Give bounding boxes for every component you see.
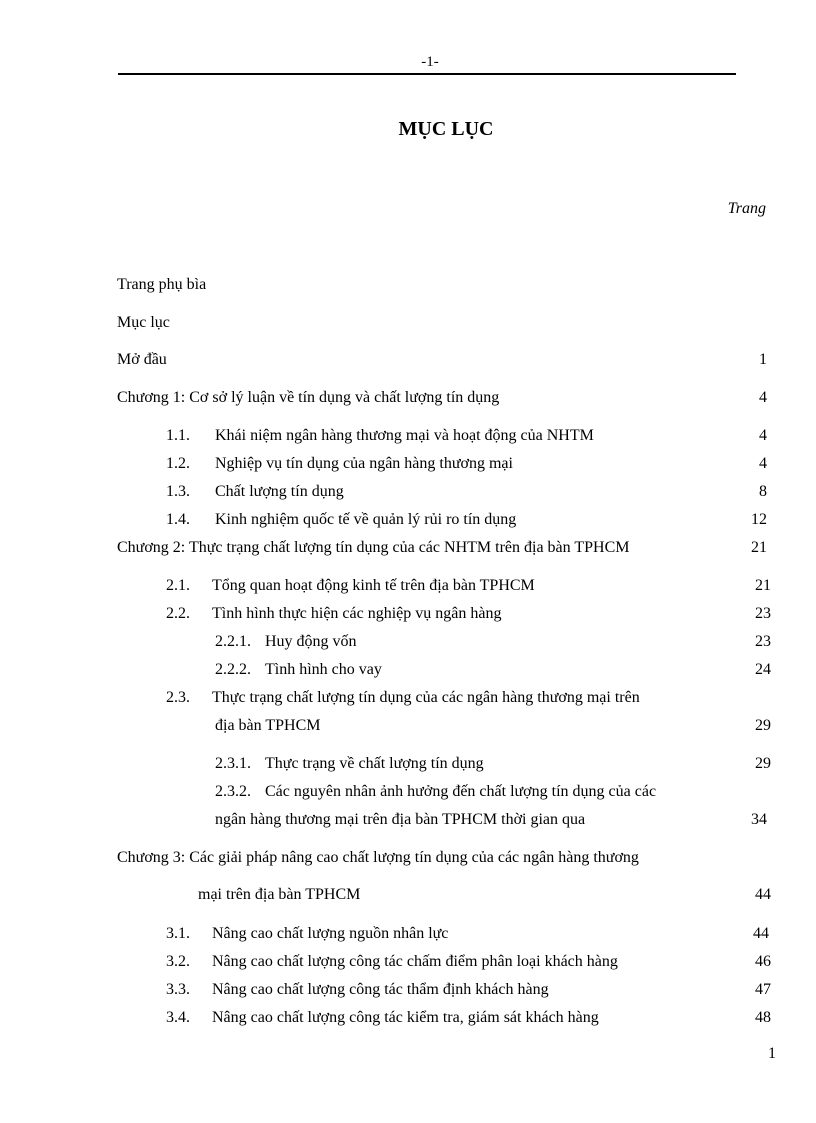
toc-section — [0, 428, 816, 448]
toc-entry-text: Nghiệp vụ tín dụng của ngân hàng thương mại — [215, 455, 513, 472]
header-rule — [118, 73, 736, 75]
toc-entry-text: Mục lục — [117, 314, 170, 331]
toc-entry-text: Chương 1: Cơ sở lý luận về tín dụng và chất lượng tín dụng — [117, 389, 500, 406]
toc-entry-text: Nâng cao chất lượng công tác chấm điểm phân loại khách hàng — [212, 953, 618, 970]
page-column-header: Trang — [727, 200, 766, 217]
toc-entry-number: 2.1. — [166, 577, 190, 594]
toc-entry-number: 2.2.1. — [215, 633, 251, 650]
toc-entry-page: 23 — [755, 605, 771, 622]
toc-entry-page: 47 — [755, 981, 771, 998]
toc-entry-page: 29 — [755, 755, 771, 772]
toc-entry — [0, 315, 816, 335]
toc-entry-page: 12 — [751, 511, 767, 528]
toc-entry-page: 21 — [755, 577, 771, 594]
toc-section — [0, 982, 816, 1002]
toc-entry-number: 3.3. — [166, 981, 190, 998]
toc-entry-text: ngân hàng thương mại trên địa bàn TPHCM thời gian qua — [215, 811, 586, 828]
toc-entry-text: Chương 2: Thực trạng chất lượng tín dụng của các NHTM trên địa bàn TPHCM — [117, 539, 630, 556]
toc-entry-number: 2.2.2. — [215, 661, 251, 678]
toc-entry-number: 2.3. — [166, 689, 190, 706]
toc-entry-page: 46 — [755, 953, 771, 970]
toc-entry-number: 1.4. — [166, 511, 190, 528]
toc-entry-text: Nâng cao chất lượng công tác kiểm tra, giám sát khách hàng — [212, 1009, 599, 1026]
toc-entry-page: 29 — [755, 717, 771, 734]
toc-entry-page: 21 — [751, 539, 767, 556]
toc-subsection — [0, 784, 816, 804]
toc-entry — [0, 277, 816, 297]
toc-section — [0, 578, 816, 598]
toc-entry-number: 2.3.1. — [215, 755, 251, 772]
toc-chapter — [0, 390, 816, 410]
toc-entry-number: 1.1. — [166, 427, 190, 444]
page-title: MỤC LỤC — [398, 118, 494, 140]
toc-entry-page: 4 — [759, 455, 767, 472]
toc-subsection — [0, 662, 816, 682]
toc-entry-number: 2.2. — [166, 605, 190, 622]
toc-entry-page: 44 — [755, 886, 771, 903]
toc-section — [0, 690, 816, 710]
toc-entry-page: 4 — [759, 389, 767, 406]
toc-section — [0, 606, 816, 626]
toc-subsection-continuation — [0, 812, 816, 832]
toc-chapter-continuation — [0, 887, 816, 907]
toc-section-continuation — [0, 718, 816, 738]
toc-subsection — [0, 634, 816, 654]
toc-entry-page: 4 — [759, 427, 767, 444]
toc-entry-text: Tình hình cho vay — [265, 661, 382, 678]
toc-section — [0, 1010, 816, 1030]
toc-entry-text: Thực trạng về chất lượng tín dụng — [265, 755, 484, 772]
toc-entry-text: Khái niệm ngân hàng thương mại và hoạt động của NHTM — [215, 427, 594, 444]
toc-section — [0, 954, 816, 974]
toc-entry-text: địa bàn TPHCM — [215, 717, 321, 734]
toc-entry-number: 3.4. — [166, 1009, 190, 1026]
toc-entry-page: 24 — [755, 661, 771, 678]
toc-entry-text: Mở đầu — [117, 351, 167, 368]
toc-entry-page: 1 — [759, 351, 767, 368]
toc-entry-text: Chương 3: Các giải pháp nâng cao chất lượng tín dụng của các ngân hàng thương — [117, 849, 639, 866]
toc-entry-number: 3.2. — [166, 953, 190, 970]
toc-entry-text: Chất lượng tín dụng — [215, 483, 344, 500]
toc-section — [0, 456, 816, 476]
toc-section — [0, 512, 816, 532]
toc-entry-text: mại trên địa bàn TPHCM — [198, 886, 361, 903]
page-marker: -1- — [421, 54, 439, 70]
toc-entry-text: Trang phụ bìa — [117, 276, 207, 293]
toc-entry-text: Các nguyên nhân ảnh hưởng đến chất lượng tín dụng của các — [265, 783, 657, 800]
toc-entry-number: 1.2. — [166, 455, 190, 472]
toc-section — [0, 484, 816, 504]
toc-entry-text: Tổng quan hoạt động kinh tế trên địa bàn TPHCM — [212, 577, 535, 594]
toc-entry-page: 8 — [759, 483, 767, 500]
toc-entry-text: Huy động vốn — [265, 633, 357, 650]
toc-entry-text: Tình hình thực hiện các nghiệp vụ ngân hàng — [212, 605, 502, 622]
toc-entry-number: 3.1. — [166, 925, 190, 942]
toc-chapter — [0, 850, 816, 870]
toc-subsection — [0, 756, 816, 776]
toc-section — [0, 926, 816, 946]
footer-page-number: 1 — [768, 1045, 776, 1062]
toc-entry-text: Nâng cao chất lượng nguồn nhân lực — [212, 925, 449, 942]
toc-entry-page: 34 — [751, 811, 767, 828]
toc-entry-text: Thực trạng chất lượng tín dụng của các ngân hàng thương mại trên — [212, 689, 640, 706]
toc-entry-text: Nâng cao chất lượng công tác thẩm định khách hàng — [212, 981, 549, 998]
toc-entry-page: 23 — [755, 633, 771, 650]
toc-entry-number: 2.3.2. — [215, 783, 251, 800]
toc-entry — [0, 352, 816, 372]
toc-entry-number: 1.3. — [166, 483, 190, 500]
toc-entry-text: Kinh nghiệm quốc tế về quản lý rủi ro tín dụng — [215, 511, 517, 528]
toc-chapter — [0, 540, 816, 560]
toc-entry-page: 48 — [755, 1009, 771, 1026]
toc-entry-page: 44 — [753, 925, 769, 942]
